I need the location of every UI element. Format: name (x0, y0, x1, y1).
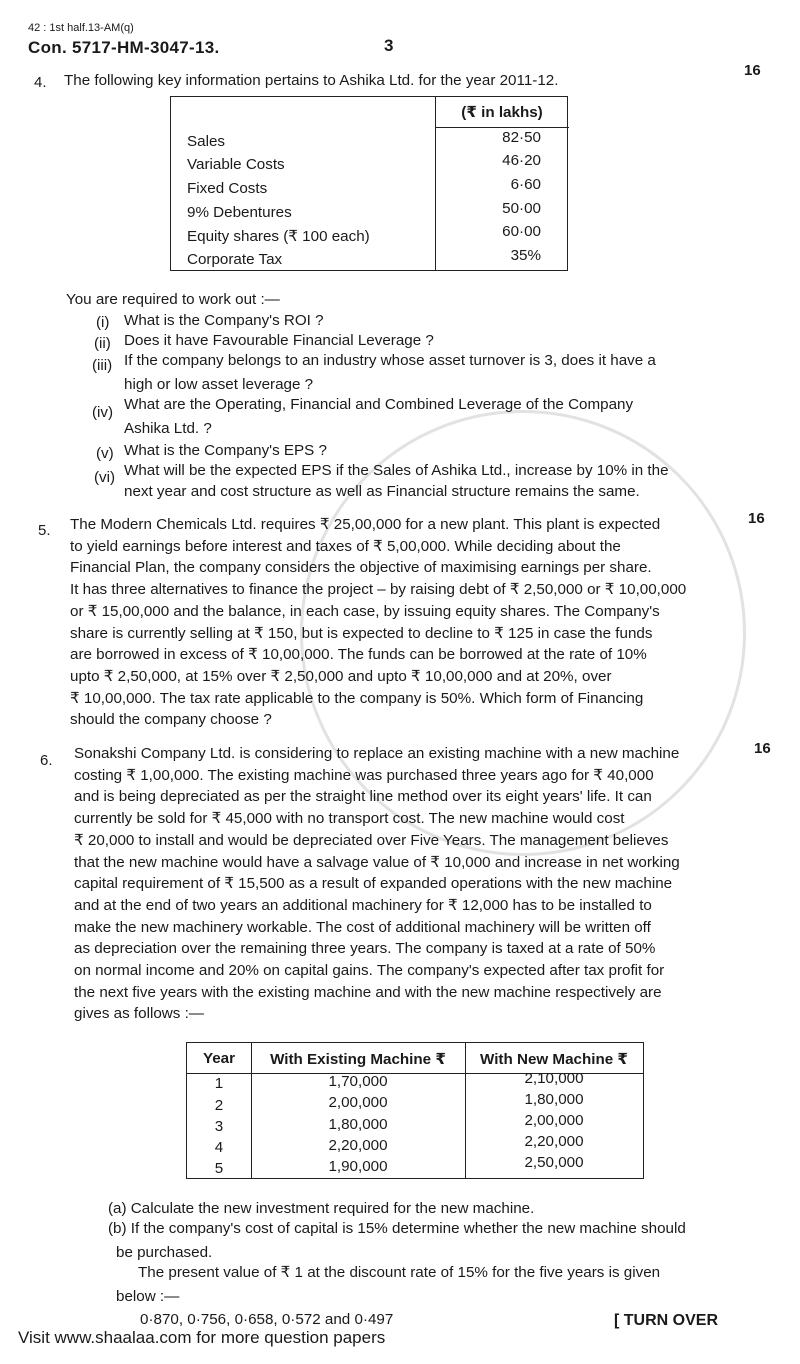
q6-cell-new: 2,50,000 (524, 1154, 584, 1171)
q6-line: that the new machine would have a salvage value of ₹ 10,000 and increase in net working (74, 853, 680, 871)
q4-row-label: 9% Debentures (187, 204, 292, 221)
q4-table (170, 96, 568, 271)
paper-code: 42 : 1st half.13-AM(q) (28, 22, 134, 34)
q6-text (74, 743, 680, 1025)
q5-line: ₹ 10,00,000. The tax rate applicable to the company is 50%. Which form of Financing (70, 689, 644, 707)
q4-part-number: (i) (96, 314, 110, 331)
q6-line: as depreciation over the remaining three years. The company is taxed at a rate of 50% (74, 940, 656, 958)
q6-line: and is being depreciated as per the straight line method over its eight years' life. It can (74, 788, 652, 806)
q4-part-number: (v) (96, 445, 114, 462)
q6-cell-year: 5 (214, 1160, 224, 1177)
turn-over-label: [ TURN OVER (614, 1312, 718, 1329)
q4-row-value: 35% (510, 247, 541, 264)
q4-part-text: Ashika Ltd. ? (124, 420, 212, 437)
q6-cell-new: 2,20,000 (524, 1133, 584, 1150)
q4-part-text: If the company belongs to an industry whose asset turnover is 3, does it have a (124, 352, 656, 369)
q4-row-value: 82·50 (502, 129, 541, 146)
q6-line: costing ₹ 1,00,000. The existing machine was purchased three years ago for ₹ 40,000 (74, 766, 654, 784)
q4-row-value: 6·60 (510, 176, 541, 193)
q4-required: You are required to work out :— (66, 291, 280, 308)
q4-part-text: What is the Company's ROI ? (124, 312, 324, 329)
q5-line: It has three alternatives to finance the project – by raising debt of ₹ 2,50,000 or ₹ 10,00,000 (70, 581, 687, 599)
q4-table-header: (₹ in lakhs) (461, 104, 543, 121)
con-number: Con. 5717-HM-3047-13. (28, 38, 220, 57)
q6-cell-existing: 2,00,000 (328, 1094, 388, 1111)
q6-cell-year: 1 (214, 1075, 224, 1092)
q6-line: make the new machinery workable. The cost of additional machinery will be written off (74, 918, 651, 936)
q4-part-number: (vi) (94, 469, 116, 486)
q6-line: on normal income and 20% on capital gains. The company's expected after tax profit for (74, 962, 665, 980)
q6-pv-below: below :— (116, 1288, 180, 1305)
q4-part-text: What will be the expected EPS if the Sales of Ashika Ltd., increase by 10% in the (124, 462, 669, 479)
q6-header-new: With New Machine ₹ (480, 1051, 628, 1068)
q5-line: to yield earnings before interest and taxes of ₹ 5,00,000. While deciding about the (70, 537, 621, 555)
q6-cell-existing: 1,80,000 (328, 1116, 388, 1133)
q6-line: capital requirement of ₹ 15,500 as a result of expanded operations with the new machine (74, 875, 673, 893)
q6-line: ₹ 20,000 to install and would be depreciated over Five Years. The management believes (74, 831, 669, 849)
q6-cell-existing: 2,20,000 (328, 1137, 388, 1154)
q5-marks: 16 (748, 510, 765, 527)
q4-row-label: Variable Costs (187, 156, 285, 173)
q5-line: Financial Plan, the company considers the objective of maximising earnings per share. (70, 559, 652, 577)
q4-part-number: (iii) (92, 357, 113, 374)
q6-cell-existing: 1,70,000 (328, 1073, 388, 1090)
q4-part-text: Does it have Favourable Financial Leverage ? (124, 332, 434, 349)
q6-cell-year: 2 (214, 1097, 224, 1114)
q6-table (186, 1042, 644, 1179)
q6-line: and at the end of two years an additional machinery for ₹ 12,000 has to be installed to (74, 896, 652, 914)
q4-intro: The following key information pertains to Ashika Ltd. for the year 2011-12. (64, 72, 559, 89)
q6-cell-existing: 1,90,000 (328, 1158, 388, 1175)
q6-cell-new: 2,00,000 (524, 1112, 584, 1129)
q4-row-label: Corporate Tax (187, 251, 283, 268)
q4-part-text: next year and cost structure as well as Financial structure remains the same. (124, 483, 640, 500)
q6-part-b-cont: be purchased. (116, 1244, 213, 1261)
q6-cell-year: 4 (214, 1139, 224, 1156)
q5-line: are borrowed in excess of ₹ 10,00,000. The funds can be borrowed at the rate of 10% (70, 646, 647, 664)
q6-number: 6. (40, 752, 53, 769)
q6-header-year: Year (202, 1050, 236, 1067)
q4-row-value: 50·00 (502, 200, 541, 217)
q6-line: gives as follows :— (74, 1005, 204, 1023)
q6-pv-intro: The present value of ₹ 1 at the discount rate of 15% for the five years is given (138, 1264, 661, 1281)
q4-part-text: What are the Operating, Financial and Combined Leverage of the Company (124, 396, 634, 413)
website-footer: Visit www.shaalaa.com for more question papers (18, 1328, 386, 1347)
q4-row-label: Fixed Costs (187, 180, 268, 197)
q4-number: 4. (34, 74, 47, 91)
q6-line: Sonakshi Company Ltd. is considering to replace an existing machine with a new machine (74, 745, 680, 762)
q4-part-number: (iv) (92, 404, 114, 421)
q5-text (70, 514, 686, 731)
q6-cell-new: 1,80,000 (524, 1091, 584, 1108)
q4-part-number: (ii) (94, 335, 111, 352)
q4-row-value: 46·20 (502, 152, 541, 169)
q4-part-text: high or low asset leverage ? (124, 376, 314, 393)
q4-marks: 16 (744, 62, 761, 79)
q5-line: should the company choose ? (70, 711, 272, 729)
q5-line: share is currently selling at ₹ 150, but is expected to decline to ₹ 125 in case the funds (70, 624, 653, 642)
q5-line: The Modern Chemicals Ltd. requires ₹ 25,00,000 for a new plant. This plant is expected (70, 516, 661, 533)
q4-part-text: What is the Company's EPS ? (124, 442, 327, 459)
q6-marks: 16 (754, 740, 771, 757)
q6-line: the next five years with the existing machine and with the new machine respectively are (74, 983, 662, 1001)
q6-cell-year: 3 (214, 1118, 224, 1135)
q6-line: currently be sold for ₹ 45,000 with no transport cost. The new machine would cost (74, 810, 625, 828)
page-number: 3 (384, 36, 394, 55)
q4-row-label: Equity shares (₹ 100 each) (187, 228, 370, 245)
q6-part-a: (a) Calculate the new investment required for the new machine. (108, 1200, 535, 1217)
q4-row-label: Sales (187, 133, 225, 150)
q6-cell-new: 2,10,000 (524, 1070, 584, 1087)
q5-line: or ₹ 15,00,000 and the balance, in each case, by issuing equity shares. The Company's (70, 602, 660, 620)
q4-row-value: 60·00 (502, 223, 541, 240)
q5-number: 5. (38, 522, 51, 539)
q6-part-b: (b) If the company's cost of capital is 15% determine whether the new machine should (108, 1220, 686, 1237)
q6-pv-values: 0·870, 0·756, 0·658, 0·572 and 0·497 (140, 1311, 394, 1328)
q6-header-existing: With Existing Machine ₹ (270, 1051, 446, 1068)
q5-line: upto ₹ 2,50,000, at 15% over ₹ 2,50,000 and upto ₹ 10,00,000 and at 20%, over (70, 667, 612, 685)
